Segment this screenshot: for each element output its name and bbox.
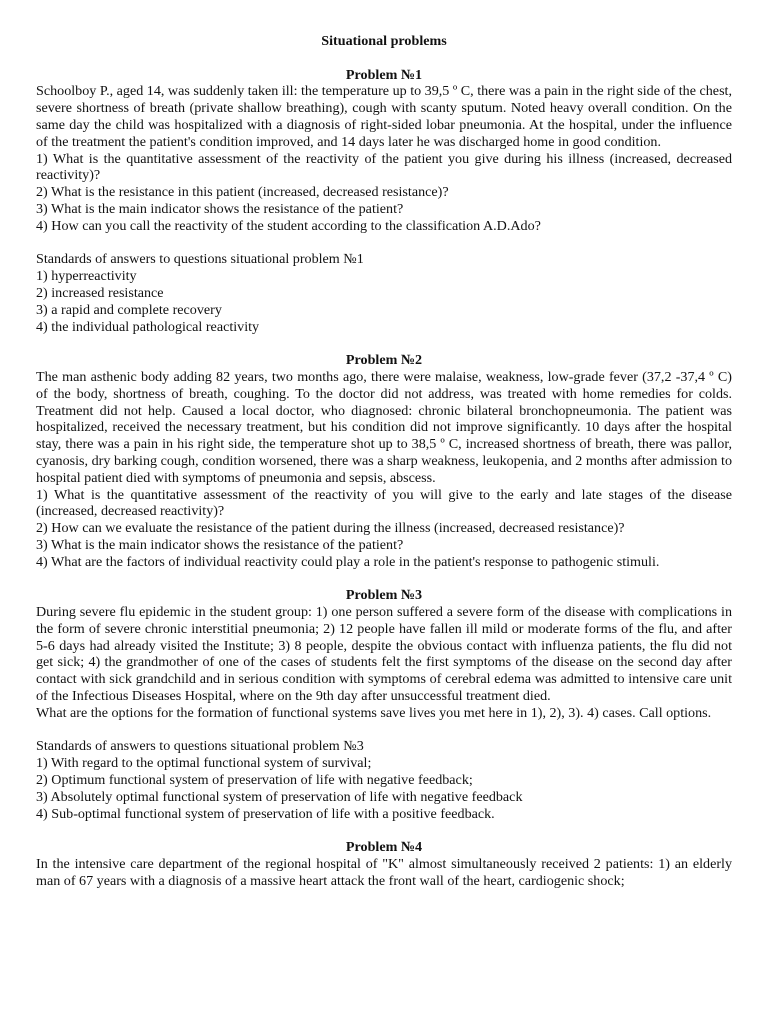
problem-1-question-3: 3) What is the main indicator shows the resistance of the patient? [36, 200, 404, 217]
problem-1-question-2: 2) What is the resistance in this patient (increased, decreased resistance)? [36, 184, 449, 201]
problem-4-section [36, 839, 732, 889]
problem-2-section [36, 352, 732, 570]
problem-3-answer-4: 4) Sub-optimal functional system of preservation of life with a positive feedback. [36, 805, 495, 822]
problem-1-question-4: 4) How can you call the reactivity of the student according to the classification A.D.Ado? [36, 217, 541, 234]
problem-1-answer-4: 4) the individual pathological reactivity [36, 318, 260, 335]
problem-4-heading: Problem №4 [345, 839, 423, 856]
problem-2-question-2: 2) How can we evaluate the resistance of the patient during the illness (increased, decreased resistance)? [36, 520, 625, 537]
problem-3-heading: Problem №3 [345, 587, 423, 604]
spacer [36, 335, 732, 352]
problem-2-case-text: The man asthenic body adding 82 years, two months ago, there were malaise, weakness, low-grade fever (37,2 -37,4 º C) of the body, shortness of breath, coughing. To the doctor did not address, was treated with home remedies for colds. Treatment did not help. Caused a local doctor, who diagnosed: chronic bilateral bronchopneumonia. The patient was hospitalized, received the necessary treatment, but his condition did not improve significantly. 10 days after the hospital stay, there was a pain in his right side, the temperature shot up to 38,5 º C, increased shortness of breath, there was pallor, cyanosis, dry barking cough, condition worsened, there was a sharp weakness, leukopenia, and 2 months after admission to hospital patient died with symptoms of pneumonia and sepsis, abscess. [36, 368, 732, 486]
problem-2-question-1: 1) What is the quantitative assessment of the reactivity of you will give to the early and late stages of the disease (increased, decreased reactivity)? [36, 486, 732, 520]
spacer [36, 722, 732, 739]
problem-1-question-1: 1) What is the quantitative assessment of the reactivity of the patient you give during his illness (increased, decreased reactivity)? [36, 150, 732, 184]
problem-3-case-text: During severe flu epidemic in the student group: 1) one person suffered a severe form of the disease with complications in the form of severe chronic interstitial pneumonia; 2) 12 people have fallen ill mild or moderate forms of the flu, and after 5-6 days had already visited the Institute; 3) 8 people, despite the obvious contact with influenza patients, the flu did not get sick; 4) the grandmother of one of the cases of students felt the first symptoms of the disease on the second day after contact with sick grandchild and in serious condition with symptoms of cerebral edema was admitted to intensive care unit of the Infectious Diseases Hospital, where on the 9th day after unsuccessful treatment died. [36, 604, 732, 705]
problem-1-section [36, 67, 732, 336]
problem-3-answer-2: 2) Optimum functional system of preservation of life with negative feedback; [36, 772, 473, 789]
spacer [36, 822, 732, 839]
spacer [36, 571, 732, 588]
problem-1-answer-3: 3) a rapid and complete recovery [36, 301, 222, 318]
problem-1-answer-2: 2) increased resistance [36, 284, 164, 301]
problem-4-case-text: In the intensive care department of the regional hospital of "K" almost simultaneously received 2 patients: 1) an elderly man of 67 years with a diagnosis of a massive heart attack the front wall of the heart, cardiogenic shock; [36, 856, 732, 889]
document-page [36, 33, 732, 890]
problem-3-answer-3: 3) Absolutely optimal functional system of preservation of life with negative feedback [36, 788, 523, 805]
document-title: Situational problems [321, 33, 447, 49]
spacer [36, 235, 732, 252]
problem-1-case-text: Schoolboy P., aged 14, was suddenly taken ill: the temperature up to 39,5 º C, there was a pain in the right side of the chest, severe shortness of breath (private shallow breathing), cough with scanty sputum. Noted heavy overall condition. On the same day the child was hospitalized with a diagnosis of right-sided lobar pneumonia. At the hospital, under the influence of the treatment the patient's condition improved, and 14 days later he was discharged home in good condition. [36, 83, 732, 150]
problem-2-heading: Problem №2 [345, 352, 423, 369]
problem-3-answers-heading: Standards of answers to questions situational problem №3 [36, 738, 364, 755]
problem-1-answer-1: 1) hyperreactivity [36, 268, 137, 285]
problem-2-question-3: 3) What is the main indicator shows the resistance of the patient? [36, 536, 404, 553]
problem-2-question-4: 4) What are the factors of individual reactivity could play a role in the patient's response to pathogenic stimuli. [36, 553, 660, 570]
problem-3-question: What are the options for the formation of functional systems save lives you met here in 1), 2), 3). 4) cases. Call options. [36, 704, 712, 721]
problem-3-section [36, 587, 732, 822]
problem-1-answers-heading: Standards of answers to questions situational problem №1 [36, 251, 364, 268]
problem-1-heading: Problem №1 [345, 66, 423, 83]
problem-3-answer-1: 1) With regard to the optimal functional system of survival; [36, 755, 372, 772]
